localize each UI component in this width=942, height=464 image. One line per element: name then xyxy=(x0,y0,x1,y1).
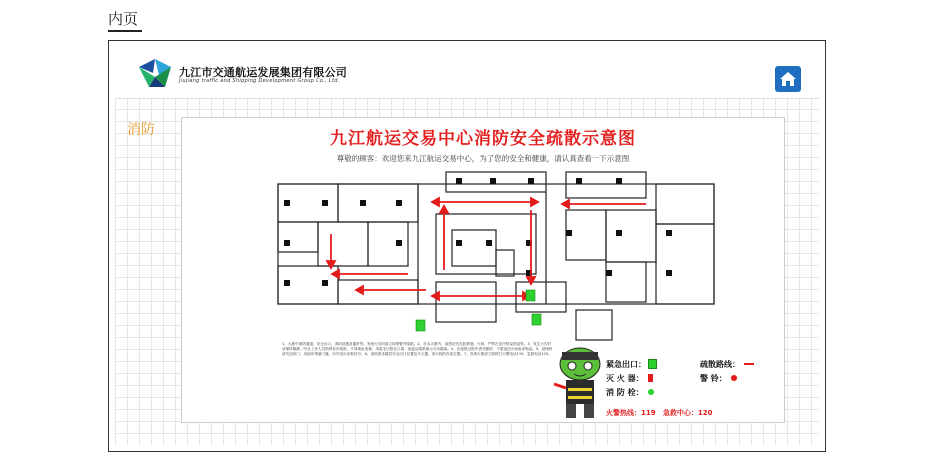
site-header xyxy=(115,49,819,99)
firefighter-mascot-icon xyxy=(550,344,610,420)
legend-hydrant-label: 消 防 栓： xyxy=(606,387,644,397)
floor-plan xyxy=(276,170,716,342)
home-icon xyxy=(779,71,797,87)
board-title: 九江航运交易中心消防安全疏散示意图 xyxy=(330,129,636,149)
safety-notes: 1、大厦中消防通道、安全出口、消防设施及器材等。发现火灾时请立即报警并疏散。2、在本大厦内，请您切勿在此吸烟，火种、严禁在室内焚烧物品等。3、发生火灾时请保持镇静，听从工作人员指挥有序疏散，不得乘坐电梯，用湿毛巾捂住口鼻，低姿沿疏散指示方向撤离。4、在疏散过程中请勿拥挤，不要返回火场取拿物品。5、被困时请关闭房门，用湿布堵塞门缝，向外发出求救信号。6、请熟悉本楼层安全出口位置及灭火器、消火栓的存放位置。7、发现火情请立即拨打火警电话119，急救电话120。 xyxy=(282,342,553,357)
board-subtitle: 尊敬的顾客：欢迎您来九江航运交易中心，为了您的安全和健康，请认真查看一下示意图 xyxy=(336,154,630,163)
heading-underline xyxy=(108,30,142,32)
company-name-en: Jiujiang traffic and Shipping Development Group Co., Ltd. xyxy=(179,78,340,84)
page-frame xyxy=(108,40,826,452)
emergency-hotline: 急救中心：120 xyxy=(662,409,713,417)
fire-hotline: 火警热线：119 xyxy=(606,409,656,417)
legend-extinguisher-label: 灭 火 器： xyxy=(606,373,644,383)
evacuation-board xyxy=(181,117,785,423)
hydrant-icon xyxy=(648,389,654,395)
legend-route-label: 疏散路线： xyxy=(700,359,740,369)
route-icon xyxy=(744,363,754,365)
alarm-bell-icon xyxy=(731,375,737,381)
section-label[interactable]: 消防 xyxy=(127,122,155,138)
home-button[interactable] xyxy=(775,66,801,92)
company-logo-icon xyxy=(135,57,175,91)
company-name-cn: 九江市交通航运发展集团有限公司 xyxy=(179,66,347,79)
page-heading: 内页 xyxy=(108,10,139,28)
extinguisher-icon xyxy=(648,374,653,382)
exit-icon xyxy=(648,359,657,369)
legend-alarm-label: 警 铃： xyxy=(700,373,727,383)
legend-exit-label: 紧急出口： xyxy=(606,359,646,369)
